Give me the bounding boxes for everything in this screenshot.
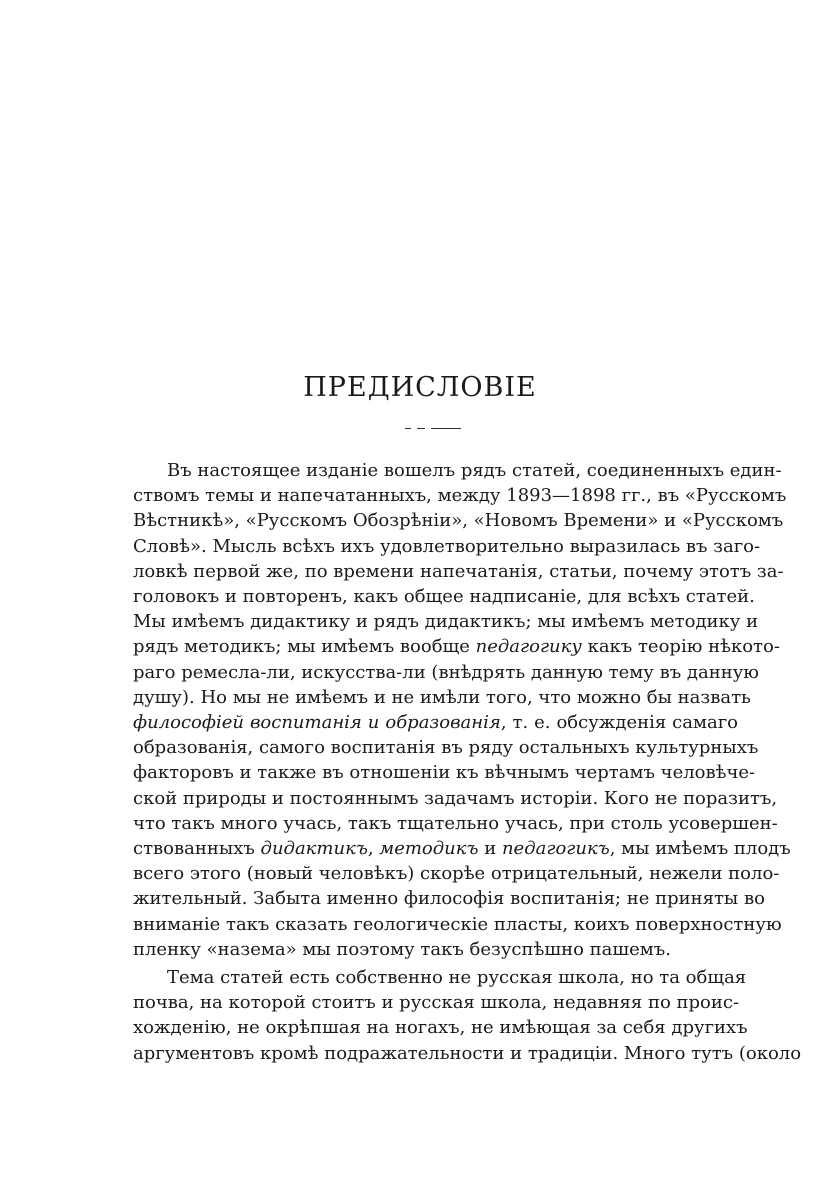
text-line xyxy=(133,584,755,609)
text-run: головокъ и повторенъ, какъ общее надписаніе, для всѣхъ статей. xyxy=(133,586,755,608)
text-line xyxy=(133,937,738,962)
text-line xyxy=(133,559,784,584)
text-line xyxy=(133,912,782,937)
text-run: , т. е. обсужденія самаго xyxy=(500,712,738,734)
italic-text: педагогикъ xyxy=(501,838,610,860)
text-line xyxy=(133,861,780,886)
text-run: Мы имѣемъ дидактику и рядъ дидактикъ; мы имѣемъ методику и xyxy=(133,611,759,633)
text-run: аргументовъ кромѣ подражательности и традиціи. Много тутъ (около xyxy=(133,1042,802,1064)
text-line xyxy=(133,965,747,990)
text-line xyxy=(133,735,759,760)
text-run: ловкѣ первой же, по времени напечатанія, статьи, почему этотъ за- xyxy=(133,560,784,582)
paragraph xyxy=(133,458,791,962)
text-run: рядъ методикъ; мы имѣемъ вообще xyxy=(133,636,476,658)
text-line xyxy=(133,458,782,483)
text-run: душу). Но мы не имѣемъ и не имѣли того, что можно бы назвать xyxy=(133,686,751,708)
text-line xyxy=(133,990,738,1015)
text-run: почва, на которой стоитъ и русская школа, недавняя по проис- xyxy=(133,992,740,1014)
text-run: факторовъ и также въ отношеніи къ вѣчнымъ чертамъ человѣче- xyxy=(133,762,756,784)
text-run: Словѣ». Мысль всѣхъ ихъ удовлетворительно выразилась въ заго- xyxy=(133,535,761,557)
text-run: раго ремесла-ли, искусства-ли (внѣдрять данную тему въ данную xyxy=(133,661,759,683)
text-line xyxy=(133,811,778,836)
paragraph xyxy=(133,965,802,1066)
text-line xyxy=(133,1041,802,1066)
text-line xyxy=(133,685,751,710)
text-line xyxy=(133,634,780,659)
body-text xyxy=(133,458,802,1066)
text-line xyxy=(133,886,765,911)
text-run: ской природы и постояннымъ задачамъ исторіи. Кого не поразитъ, xyxy=(133,787,778,809)
text-run: всего этого (новый человѣкъ) скорѣе отрицательный, нежели поло- xyxy=(133,863,780,885)
chapter-title: ПРЕДИСЛОВІЕ xyxy=(303,372,537,403)
italic-text: дидактикъ xyxy=(260,838,368,860)
text-line xyxy=(133,660,759,685)
text-run: , xyxy=(367,838,380,860)
text-run: какъ теорію нѣкото- xyxy=(581,636,780,658)
text-line xyxy=(133,1015,748,1040)
text-run: образованія, самого воспитанія въ ряду остальныхъ культурныхъ xyxy=(133,737,759,759)
italic-text: педагогику xyxy=(475,636,582,658)
italic-text: методикъ xyxy=(379,838,479,860)
text-run: жительный. Забыта именно философія воспитанія; не приняты во xyxy=(133,888,765,910)
text-line xyxy=(133,534,761,559)
title-ornament-divider xyxy=(405,425,461,433)
text-run: Тема статей есть собственно не русская школа, но та общая xyxy=(167,967,747,989)
text-line xyxy=(133,786,778,811)
text-run: вниманіе такъ сказать геологическіе пласты, коихъ поверхностную xyxy=(133,913,782,935)
text-run: , мы имѣемъ плодъ xyxy=(609,838,791,860)
italic-text: философіей воспитанія и образованія xyxy=(133,712,501,734)
text-run: хожденію, не окрѣпшая на ногахъ, не имѣющая за себя другихъ xyxy=(133,1017,748,1039)
text-run: ствомъ темы и напечатанныхъ, между 1893—1898 гг., въ «Русскомъ xyxy=(133,485,787,507)
text-line xyxy=(133,836,791,861)
text-line xyxy=(133,760,756,785)
text-line xyxy=(133,483,787,508)
text-line xyxy=(133,710,738,735)
text-run: Въ настоящее изданіе вошелъ рядъ статей, соединенныхъ един- xyxy=(167,460,782,481)
text-line xyxy=(133,609,759,634)
text-run: что такъ много учась, такъ тщательно учась, при столь усовершен- xyxy=(133,812,778,834)
text-run: пленку «назема» мы поэтому такъ безуспѣшно пашемъ. xyxy=(133,938,671,960)
text-run: ствованныхъ xyxy=(133,838,261,860)
text-run: и xyxy=(478,838,502,860)
text-run: Вѣстникѣ», «Русскомъ Обозрѣніи», «Новомъ Времени» и «Русскомъ xyxy=(133,510,784,532)
text-line xyxy=(133,508,784,533)
